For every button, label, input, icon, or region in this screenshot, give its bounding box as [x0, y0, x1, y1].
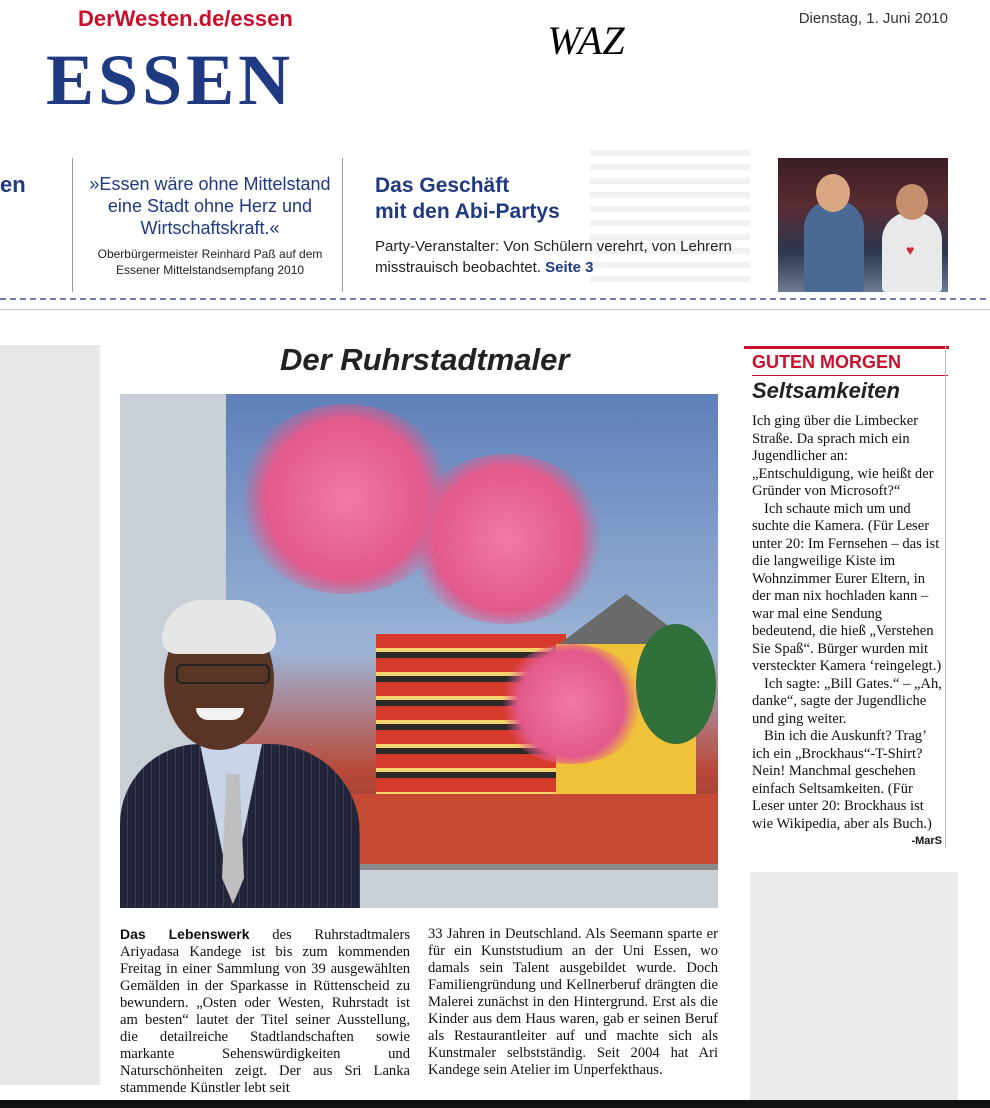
city-title: ESSEN: [46, 40, 295, 120]
glasses-icon: [176, 664, 270, 684]
page-reference[interactable]: Seite 3: [545, 259, 594, 276]
section-divider: [0, 298, 990, 300]
feature-headline-line2: mit den Abi-Partys: [375, 200, 560, 223]
painting-blossom: [406, 454, 606, 624]
waz-logo: WAZ: [518, 14, 654, 68]
feature-teaser-text: [375, 236, 745, 278]
person-head: [816, 174, 850, 212]
divider: [72, 158, 73, 292]
column-paragraph: [752, 728, 942, 847]
person-head: [896, 184, 928, 220]
column-paragraph-text: Bin ich die Auskunft? Trag’ ich ein „Brockhaus“-T-Shirt? Nein! Manchmal geschehen einfach Seltsamkeiten. (Für Leser unter 20: Brockhaus ist wie Wikipedia, aber als Buch.): [752, 728, 932, 832]
column-text: [752, 413, 942, 851]
column-title: Seltsamkeiten: [752, 378, 900, 403]
cut-teaser-fragment: en: [0, 172, 26, 197]
article-photo[interactable]: [120, 394, 718, 908]
feature-text: Party-Veranstalter: Von Schülern verehrt, von Lehrern misstrauisch beobachtet.: [375, 238, 732, 276]
column-paragraph: Ich ging über die Limbecker Straße. Da sprach mich ein Jugendlicher an: „Entschuldigung, wie heißt der Gründer von Microsoft?“: [752, 413, 934, 499]
painting-tree: [636, 624, 716, 744]
column-bar: [744, 346, 949, 349]
painter-figure: [120, 524, 370, 908]
feature-headline-line1: Das Geschäft: [375, 174, 510, 197]
column-paragraph: Ich sagte: „Bill Gates.“ – „Ah, danke“, sagte der Jugendliche und ging weiter.: [752, 675, 942, 727]
issue-date: Dienstag, 1. Juni 2010: [798, 10, 948, 27]
column-rule: [752, 375, 948, 376]
heart-icon: ♥: [906, 242, 915, 258]
column-border: [945, 346, 946, 848]
redacted-area: [750, 872, 958, 1108]
article-lead: Das Lebenswerk: [120, 926, 250, 942]
quote-teaser[interactable]: »Essen wäre ohne Mittelstand eine Stadt ohne Herz und Wirtschaftskraft.«: [89, 174, 331, 238]
article-column-2: 33 Jahren in Deutschland. Als Seemann sparte er für ein Kunststudium an der Uni Essen, wo damals sein Talent ausgebildet wurde. Doch Familiengründung und Kellnerberuf drängten die Malerei zunächst in den Hintergrund. Erst als die Kinder aus dem Haus waren, gab er seinen Beruf als Restaurantleiter auf und machte sich als Kunstmaler selbstständig. Seit 2004 hat Ari Kandege sein Atelier im Unperfekthaus.: [428, 926, 718, 1078]
redacted-area: [0, 345, 100, 1085]
smile: [196, 708, 244, 720]
scan-edge: [0, 1100, 990, 1108]
person-figure: [804, 200, 864, 292]
column-label: GUTEN MORGEN: [752, 352, 902, 372]
painting-blossom: [496, 644, 646, 764]
article-column-1: [120, 926, 410, 1097]
teaser-photo[interactable]: [778, 158, 948, 292]
site-url[interactable]: DerWesten.de/essen: [78, 6, 293, 31]
article-title: Der Ruhrstadtmaler: [280, 342, 570, 377]
divider: [342, 158, 343, 292]
column-paragraph: Ich schaute mich um und suchte die Kamera. (Für Leser unter 20: Im Fernsehen – das ist die langweilige Kiste im Wohnzimmer Eurer Eltern, in der man nix hochladen kann – war mal eine Sendung bedeutend, die hieß „Verstehen Sie Spaß“. Bürger wurden mit versteckter Kamera ‘reingelegt.): [752, 500, 942, 674]
quote-source: Oberbürgermeister Reinhard Paß auf dem Essener Mittelstandsempfang 2010: [97, 247, 323, 277]
author-signature: -MarS: [911, 835, 942, 847]
hair: [162, 600, 276, 654]
article-col1-text: des Ruhrstadtmalers Ariyadasa Kandege ist bis zum kommenden Freitag in einer Sammlung von 39 ausgewählten Gemälden in der Sparkasse in Rüttenscheid zu bewundern. „Osten oder Westen, Ruhrstadt ist am besten“ lautet der Titel seiner Ausstellung, die detailreiche Stadtlandschaften sowie markante Sehenswürdigkeiten und Naturschönheiten zeigt. Der aus Sri Lanka stammende Künstler lebt seit: [120, 927, 410, 1096]
feature-teaser-headline[interactable]: [375, 173, 675, 225]
section-rule: [0, 309, 990, 310]
